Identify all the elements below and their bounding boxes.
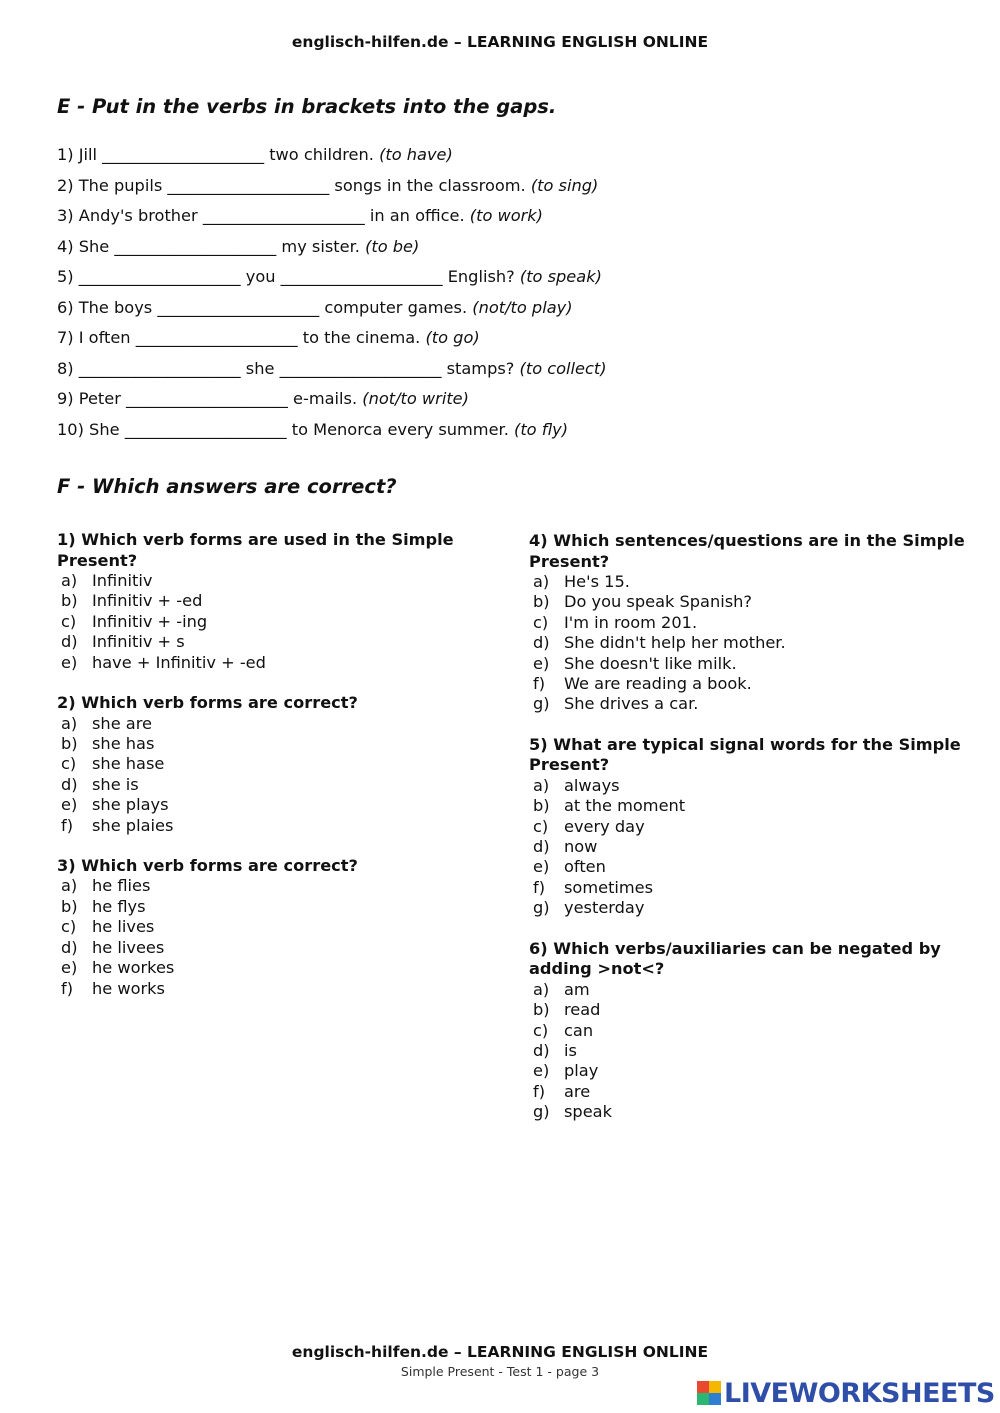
answer-option[interactable]: [529, 1061, 969, 1081]
answer-option[interactable]: [529, 1000, 969, 1020]
answer-option-text: read: [564, 1000, 601, 1020]
answer-option-text: every day: [564, 816, 645, 836]
answer-option-text: he flys: [92, 896, 146, 916]
answer-option-letter: f): [533, 674, 546, 694]
answer-option[interactable]: [529, 633, 969, 653]
answer-option-letter: f): [61, 815, 74, 835]
answer-option-letter: e): [533, 653, 550, 673]
answer-option-text: she plays: [92, 795, 169, 815]
answer-option-letter: g): [533, 1102, 550, 1122]
answer-option-letter: c): [61, 917, 77, 937]
answer-option-text: am: [564, 979, 590, 999]
logo-square-red: [697, 1381, 709, 1393]
gap-item-sentence: 4) She ____________________ my sister.: [57, 236, 360, 256]
answer-option-text: she is: [92, 774, 139, 794]
answer-option-letter: d): [61, 774, 78, 794]
answer-option[interactable]: [529, 674, 969, 694]
answer-option-text: is: [564, 1040, 577, 1060]
answer-option-letter: b): [61, 733, 78, 753]
question-block: [57, 530, 497, 673]
answer-option-letter: c): [533, 816, 549, 836]
gap-fill-list: [57, 144, 607, 449]
answer-option-text: she plaies: [92, 815, 174, 835]
gap-item: [57, 205, 607, 236]
answer-option[interactable]: [57, 897, 497, 917]
answer-option-text: have + Infinitiv + -ed: [92, 652, 266, 672]
logo-square-green: [697, 1393, 709, 1405]
answer-option[interactable]: [57, 917, 497, 937]
gap-item: [57, 144, 607, 175]
answer-option[interactable]: [529, 654, 969, 674]
gap-item: [57, 419, 607, 450]
gap-item-hint: (to sing): [530, 175, 599, 195]
answer-option-text: now: [564, 837, 598, 857]
answer-option-text: Infinitiv: [92, 571, 153, 590]
answer-option[interactable]: [57, 734, 497, 754]
gap-item-sentence: 10) She ____________________ to Menorca every summer.: [57, 419, 509, 439]
answer-option-text: She drives a car.: [564, 694, 699, 714]
answer-option-letter: d): [533, 1040, 550, 1060]
answer-option-letter: d): [61, 937, 78, 957]
answer-option-letter: d): [533, 633, 550, 653]
answer-option[interactable]: [57, 612, 497, 632]
answer-option[interactable]: [57, 571, 497, 591]
gap-item-hint: (to have): [379, 145, 453, 164]
answer-option-letter: d): [533, 837, 550, 857]
answer-option-text: Do you speak Spanish?: [564, 592, 753, 612]
gap-item-hint: (to be): [365, 236, 420, 256]
answer-option-letter: a): [61, 571, 78, 590]
answer-option-text: sometimes: [564, 877, 654, 897]
answer-option-letter: e): [533, 1061, 550, 1081]
answer-option-letter: e): [61, 795, 78, 815]
answer-option-text: at the moment: [564, 796, 686, 816]
gap-item-hint: (not/to play): [472, 297, 573, 317]
section-f-title: F - Which answers are correct?: [57, 475, 397, 498]
answer-option-text: She doesn't like milk.: [564, 653, 737, 673]
gap-item-sentence: 1) Jill ____________________ two children.: [57, 145, 374, 164]
answer-option-text: I'm in room 201.: [564, 612, 698, 632]
answer-option-letter: e): [61, 958, 78, 978]
answer-option[interactable]: [529, 694, 969, 714]
answer-option[interactable]: [529, 837, 969, 857]
logo-square-yellow: [709, 1381, 721, 1393]
gap-item: [57, 175, 607, 206]
answer-option-text: He's 15.: [564, 572, 630, 591]
answer-option-letter: c): [533, 612, 549, 632]
liveworksheets-logo-text: LIVEWORKSHEETS: [724, 1377, 995, 1409]
questions-left-column: [57, 530, 497, 1019]
answer-option-letter: e): [61, 652, 78, 672]
answer-option-text: he workes: [92, 958, 175, 978]
section-e-title: E - Put in the verbs in brackets into the gaps.: [57, 95, 557, 118]
answer-option-letter: a): [533, 572, 550, 591]
gap-item: [57, 266, 607, 297]
answer-option-letter: f): [533, 1081, 546, 1101]
question-title: 1) Which verb forms are used in the Simple Present?: [57, 530, 454, 570]
questions-right-column: [529, 531, 969, 1143]
answer-option[interactable]: [529, 1102, 969, 1122]
answer-option[interactable]: [57, 632, 497, 652]
gap-item-hint: (to collect): [519, 358, 607, 378]
answer-option-letter: b): [533, 592, 550, 612]
answer-option-letter: c): [533, 1020, 549, 1040]
answer-option-letter: b): [61, 896, 78, 916]
answer-option[interactable]: [57, 979, 497, 999]
gap-item-hint: (to go): [425, 328, 480, 347]
gap-item-hint: (to fly): [514, 419, 569, 439]
question-title: 6) Which verbs/auxiliaries can be negated by adding >not<?: [529, 938, 941, 979]
answer-option-letter: a): [533, 979, 550, 999]
gap-item: [57, 236, 607, 267]
answer-option-letter: f): [533, 877, 546, 897]
gap-item-sentence: 5) ____________________ you ____________________ English?: [57, 267, 515, 286]
answer-option-text: She didn't help her mother.: [564, 633, 786, 653]
answer-option-text: often: [564, 857, 606, 877]
answer-option[interactable]: [529, 857, 969, 877]
answer-option[interactable]: [529, 1041, 969, 1061]
answer-option[interactable]: [57, 938, 497, 958]
question-title: 5) What are typical signal words for the Simple Present?: [529, 734, 961, 775]
answer-option[interactable]: [529, 1082, 969, 1102]
gap-item-sentence: 6) The boys ____________________ computer games.: [57, 297, 468, 317]
gap-item-hint: (to work): [469, 206, 543, 225]
answer-option[interactable]: [57, 754, 497, 774]
answer-option[interactable]: [529, 796, 969, 816]
gap-item-sentence: 9) Peter ____________________ e-mails.: [57, 389, 358, 408]
footer-title: englisch-hilfen.de – LEARNING ENGLISH ONLINE: [291, 1343, 709, 1361]
answer-option[interactable]: [529, 1021, 969, 1041]
gap-item-sentence: 7) I often ____________________ to the cinema.: [57, 328, 421, 347]
answer-option-text: We are reading a book.: [564, 674, 752, 694]
answer-option[interactable]: [529, 613, 969, 633]
answer-option-text: play: [564, 1061, 599, 1081]
answer-option[interactable]: [57, 653, 497, 673]
answer-option[interactable]: [57, 775, 497, 795]
answer-option-text: she are: [92, 713, 152, 733]
answer-option-text: Infinitiv + s: [92, 632, 185, 652]
answer-option[interactable]: [57, 591, 497, 611]
answer-option-text: she hase: [92, 754, 165, 774]
answer-option-text: Infinitiv + -ed: [92, 591, 203, 611]
answer-option-text: he lives: [92, 917, 155, 937]
answer-option[interactable]: [57, 876, 497, 896]
answer-option-text: can: [564, 1020, 594, 1040]
liveworksheets-logo-icon: [697, 1381, 721, 1405]
answer-option[interactable]: [529, 898, 969, 918]
answer-option[interactable]: [57, 958, 497, 978]
answer-option[interactable]: [529, 572, 969, 592]
answer-option-letter: a): [61, 713, 78, 733]
answer-option[interactable]: [57, 816, 497, 836]
question-block: [529, 531, 969, 715]
answer-option-text: speak: [564, 1102, 612, 1122]
footer-subtitle: Simple Present - Test 1 - page 3: [400, 1364, 600, 1379]
answer-option-letter: c): [61, 754, 77, 774]
answer-option[interactable]: [529, 817, 969, 837]
gap-item-hint: (not/to write): [362, 389, 469, 408]
gap-item: [57, 358, 607, 389]
gap-item: [57, 327, 607, 358]
question-block: [57, 693, 497, 836]
answer-option-letter: e): [533, 857, 550, 877]
answer-option-letter: b): [533, 796, 550, 816]
answer-option-text: always: [564, 775, 620, 795]
gap-item-sentence: 8) ____________________ she ____________________ stamps?: [57, 358, 515, 378]
gap-item: [57, 297, 607, 328]
answer-option-letter: b): [533, 1000, 550, 1020]
answer-option[interactable]: [529, 592, 969, 612]
question-title: 3) Which verb forms are correct?: [57, 855, 358, 875]
answer-option[interactable]: [529, 878, 969, 898]
answer-option[interactable]: [529, 776, 969, 796]
answer-option-text: he livees: [92, 937, 165, 957]
answer-option-letter: c): [61, 611, 77, 631]
question-block: [529, 939, 969, 1123]
answer-option[interactable]: [57, 714, 497, 734]
page-header: englisch-hilfen.de – LEARNING ENGLISH ONLINE: [291, 33, 709, 51]
question-title: 2) Which verb forms are correct?: [57, 693, 358, 713]
question-block: [529, 735, 969, 919]
question-title: 4) Which sentences/questions are in the Simple Present?: [529, 531, 965, 571]
answer-option-letter: g): [533, 694, 550, 714]
answer-option-letter: g): [533, 898, 550, 918]
answer-option-text: she has: [92, 733, 155, 753]
answer-option-text: yesterday: [564, 898, 645, 918]
answer-option-letter: b): [61, 591, 78, 611]
answer-option-text: are: [564, 1081, 591, 1101]
gap-item-sentence: 2) The pupils ____________________ songs in the classroom.: [57, 175, 526, 195]
answer-option[interactable]: [529, 980, 969, 1000]
answer-option[interactable]: [57, 795, 497, 815]
answer-option-text: he works: [92, 978, 165, 998]
gap-item: [57, 388, 607, 419]
answer-option-letter: d): [61, 632, 78, 652]
answer-option-letter: a): [533, 775, 550, 795]
liveworksheets-logo[interactable]: [697, 1378, 995, 1408]
answer-option-letter: f): [61, 978, 74, 998]
gap-item-hint: (to speak): [519, 267, 602, 286]
gap-item-sentence: 3) Andy's brother ____________________ in an office.: [57, 206, 465, 225]
answer-option-text: Infinitiv + -ing: [92, 611, 208, 631]
logo-square-blue: [709, 1393, 721, 1405]
answer-option-letter: a): [61, 876, 78, 896]
question-block: [57, 856, 497, 999]
answer-option-text: he flies: [92, 876, 151, 896]
